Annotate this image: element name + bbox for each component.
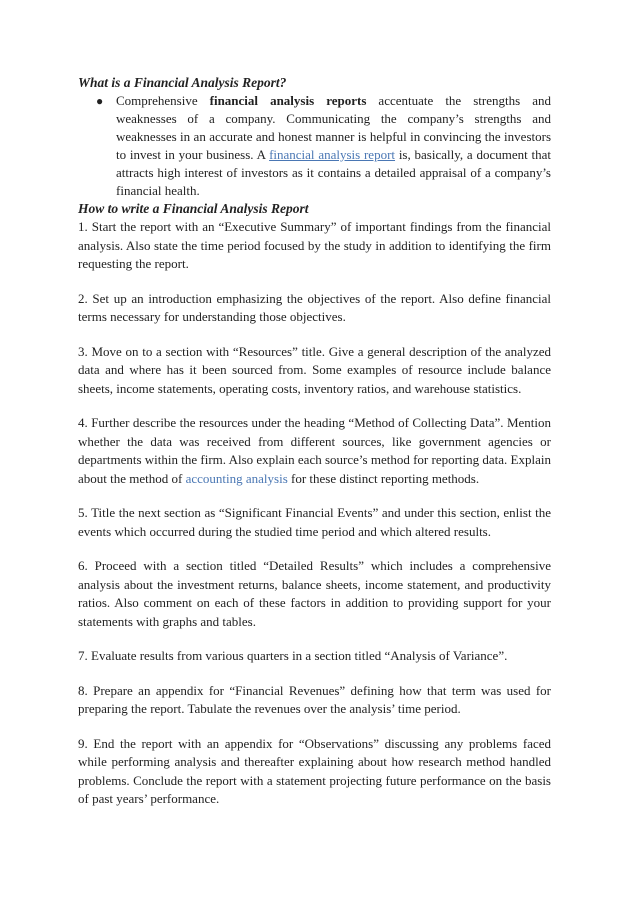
bullet-text-after: is, basically, a document that attracts high interest of investors as it contains a detailed appraisal of a company’s financial health. [116,147,551,198]
step-5: 5. Title the next section as “Significant Financial Events” and under this section, enlist the events which occurred during the studied time period and which altered results. [78,505,551,539]
step-4-text-before: 4. Further describe the resources under the heading “Method of Collecting Data”. Mention whether the data was received from different sources, like government agencies or departments within the firm. Also explain each source’s method for reporting data. Explain about the method of [78,415,551,486]
step-2: 2. Set up an introduction emphasizing the objectives of the report. Also define financial terms necessary for understanding those objectives. [78,290,551,324]
bullet-list [78,92,551,200]
bullet-bold-term: financial analysis reports [209,93,367,108]
step-9: 9. End the report with an appendix for “Observations” discussing any problems faced while performing analysis and thereafter explaining about how research method handled problems. Conclude the report with a statement projecting future performance on the basis of past years’ performance. [78,735,551,806]
step-6: 6. Proceed with a section titled “Detailed Results” which includes a comprehensive analysis about the investment returns, balance sheets, income statement, and productivity ratios. Also comment on each of these factors in addition to providing support for your statements with graphs and tables. [78,558,551,629]
step-1: 1. Start the report with an “Executive Summary” of important findings from the financial analysis. Also state the time period focused by the study in addition to identifying the firm requesting the report. [78,219,551,271]
step-3: 3. Move on to a section with “Resources” title. Give a general description of the analyzed data and where has it been sourced from. Some examples of resource include balance sheets, income statements, operating costs, inventory ratios, and warehouse statistics. [78,343,551,396]
accounting-analysis-link[interactable]: accounting analysis [185,470,288,486]
heading-how-to-write: How to write a Financial Analysis Report [78,201,309,216]
step-7: 7. Evaluate results from various quarters in a section titled “Analysis of Variance”. [78,648,508,663]
step-4-text-after: for these distinct reporting methods. [287,470,480,486]
step-8: 8. Prepare an appendix for “Financial Revenues” defining how that term was used for preparing the report. Tabulate the revenues over the analysis’ time period. [78,682,551,716]
bullet-dot-icon: ● [96,94,104,108]
bullet-text-before: Comprehensive [116,93,210,108]
bullet-item [96,92,551,200]
step-4 [78,414,551,488]
heading-what-is-report: What is a Financial Analysis Report? [78,75,287,90]
bullet-text-mid: accentuate the strengths and weaknesses of a company. Communicating the company’s strengths and weaknesses in an accurate and honest manner is helpful in convincing the investors to invest in your business. A [116,93,551,162]
financial-analysis-report-link[interactable]: financial analysis report [269,147,396,162]
